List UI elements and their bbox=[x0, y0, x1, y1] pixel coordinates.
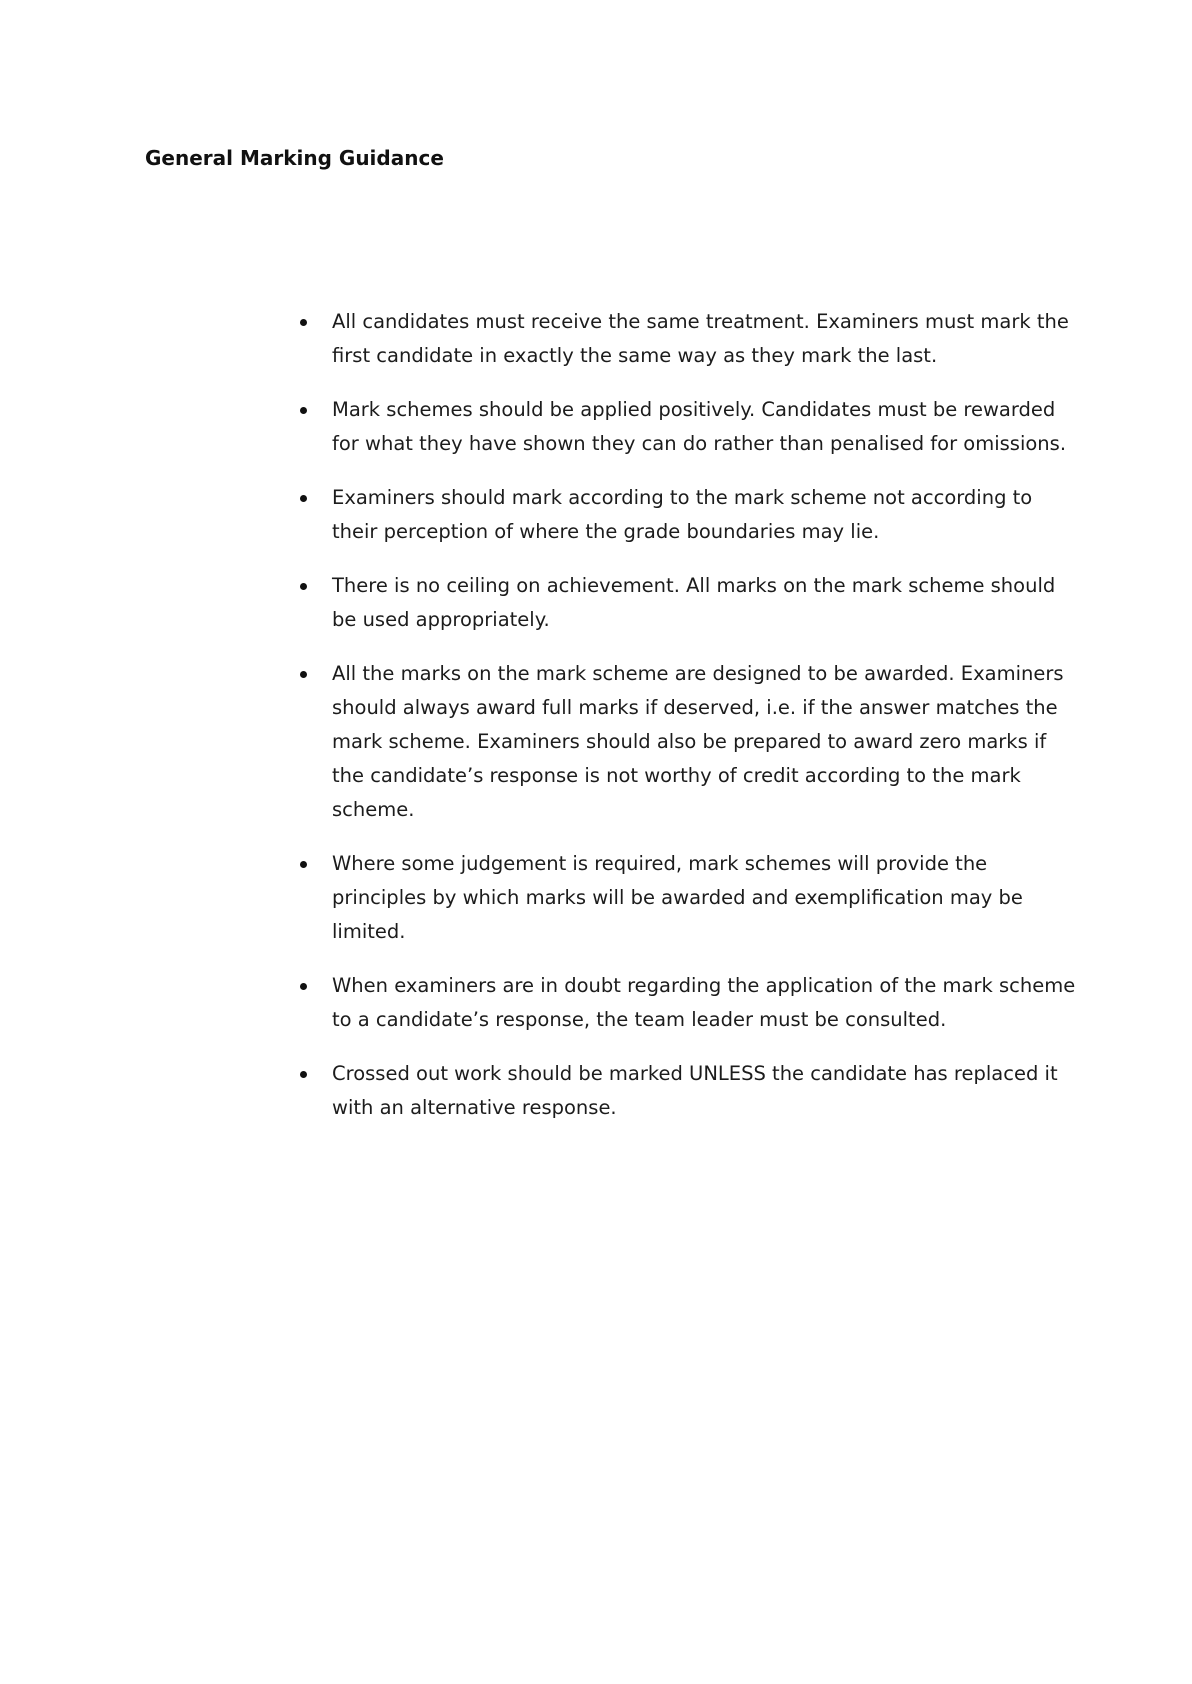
list-item bbox=[296, 847, 1076, 949]
bullet-icon bbox=[300, 407, 307, 414]
list-item-text: There is no ceiling on achievement. All marks on the mark scheme should be used appropriately. bbox=[332, 574, 1056, 631]
bullet-icon bbox=[300, 583, 307, 590]
page-title: General Marking Guidance bbox=[145, 146, 444, 170]
bullet-icon bbox=[300, 1071, 307, 1078]
list-item-text: Examiners should mark according to the mark scheme not according to their perception of where the grade boundaries may lie. bbox=[332, 486, 1033, 543]
bullet-icon bbox=[300, 495, 307, 502]
list-item bbox=[296, 481, 1076, 549]
list-item-text: When examiners are in doubt regarding the application of the mark scheme to a candidate’s response, the team leader must be consulted. bbox=[332, 974, 1076, 1031]
list-item-text: Where some judgement is required, mark schemes will provide the principles by which marks will be awarded and exemplification may be limited. bbox=[332, 852, 1023, 943]
bullet-icon bbox=[300, 983, 307, 990]
bullet-icon bbox=[300, 319, 307, 326]
list-item bbox=[296, 305, 1076, 373]
list-item-text: All the marks on the mark scheme are designed to be awarded. Examiners should always award full marks if deserved, i.e. if the answer matches the mark scheme. Examiners should also be prepared to award zero marks if the candidate’s response is not worthy of credit according to the mark scheme. bbox=[332, 662, 1064, 821]
list-item-text: All candidates must receive the same treatment. Examiners must mark the first candidate in exactly the same way as they mark the last. bbox=[332, 310, 1069, 367]
list-item bbox=[296, 569, 1076, 637]
list-item bbox=[296, 969, 1076, 1037]
list-item bbox=[296, 1057, 1076, 1125]
list-item-text: Mark schemes should be applied positively. Candidates must be rewarded for what they have shown they can do rather than penalised for omissions. bbox=[332, 398, 1067, 455]
bullet-icon bbox=[300, 671, 307, 678]
list-item bbox=[296, 657, 1076, 827]
list-item bbox=[296, 393, 1076, 461]
guidance-list bbox=[296, 305, 1076, 1145]
bullet-icon bbox=[300, 861, 307, 868]
list-item-text: Crossed out work should be marked UNLESS the candidate has replaced it with an alternative response. bbox=[332, 1062, 1058, 1119]
